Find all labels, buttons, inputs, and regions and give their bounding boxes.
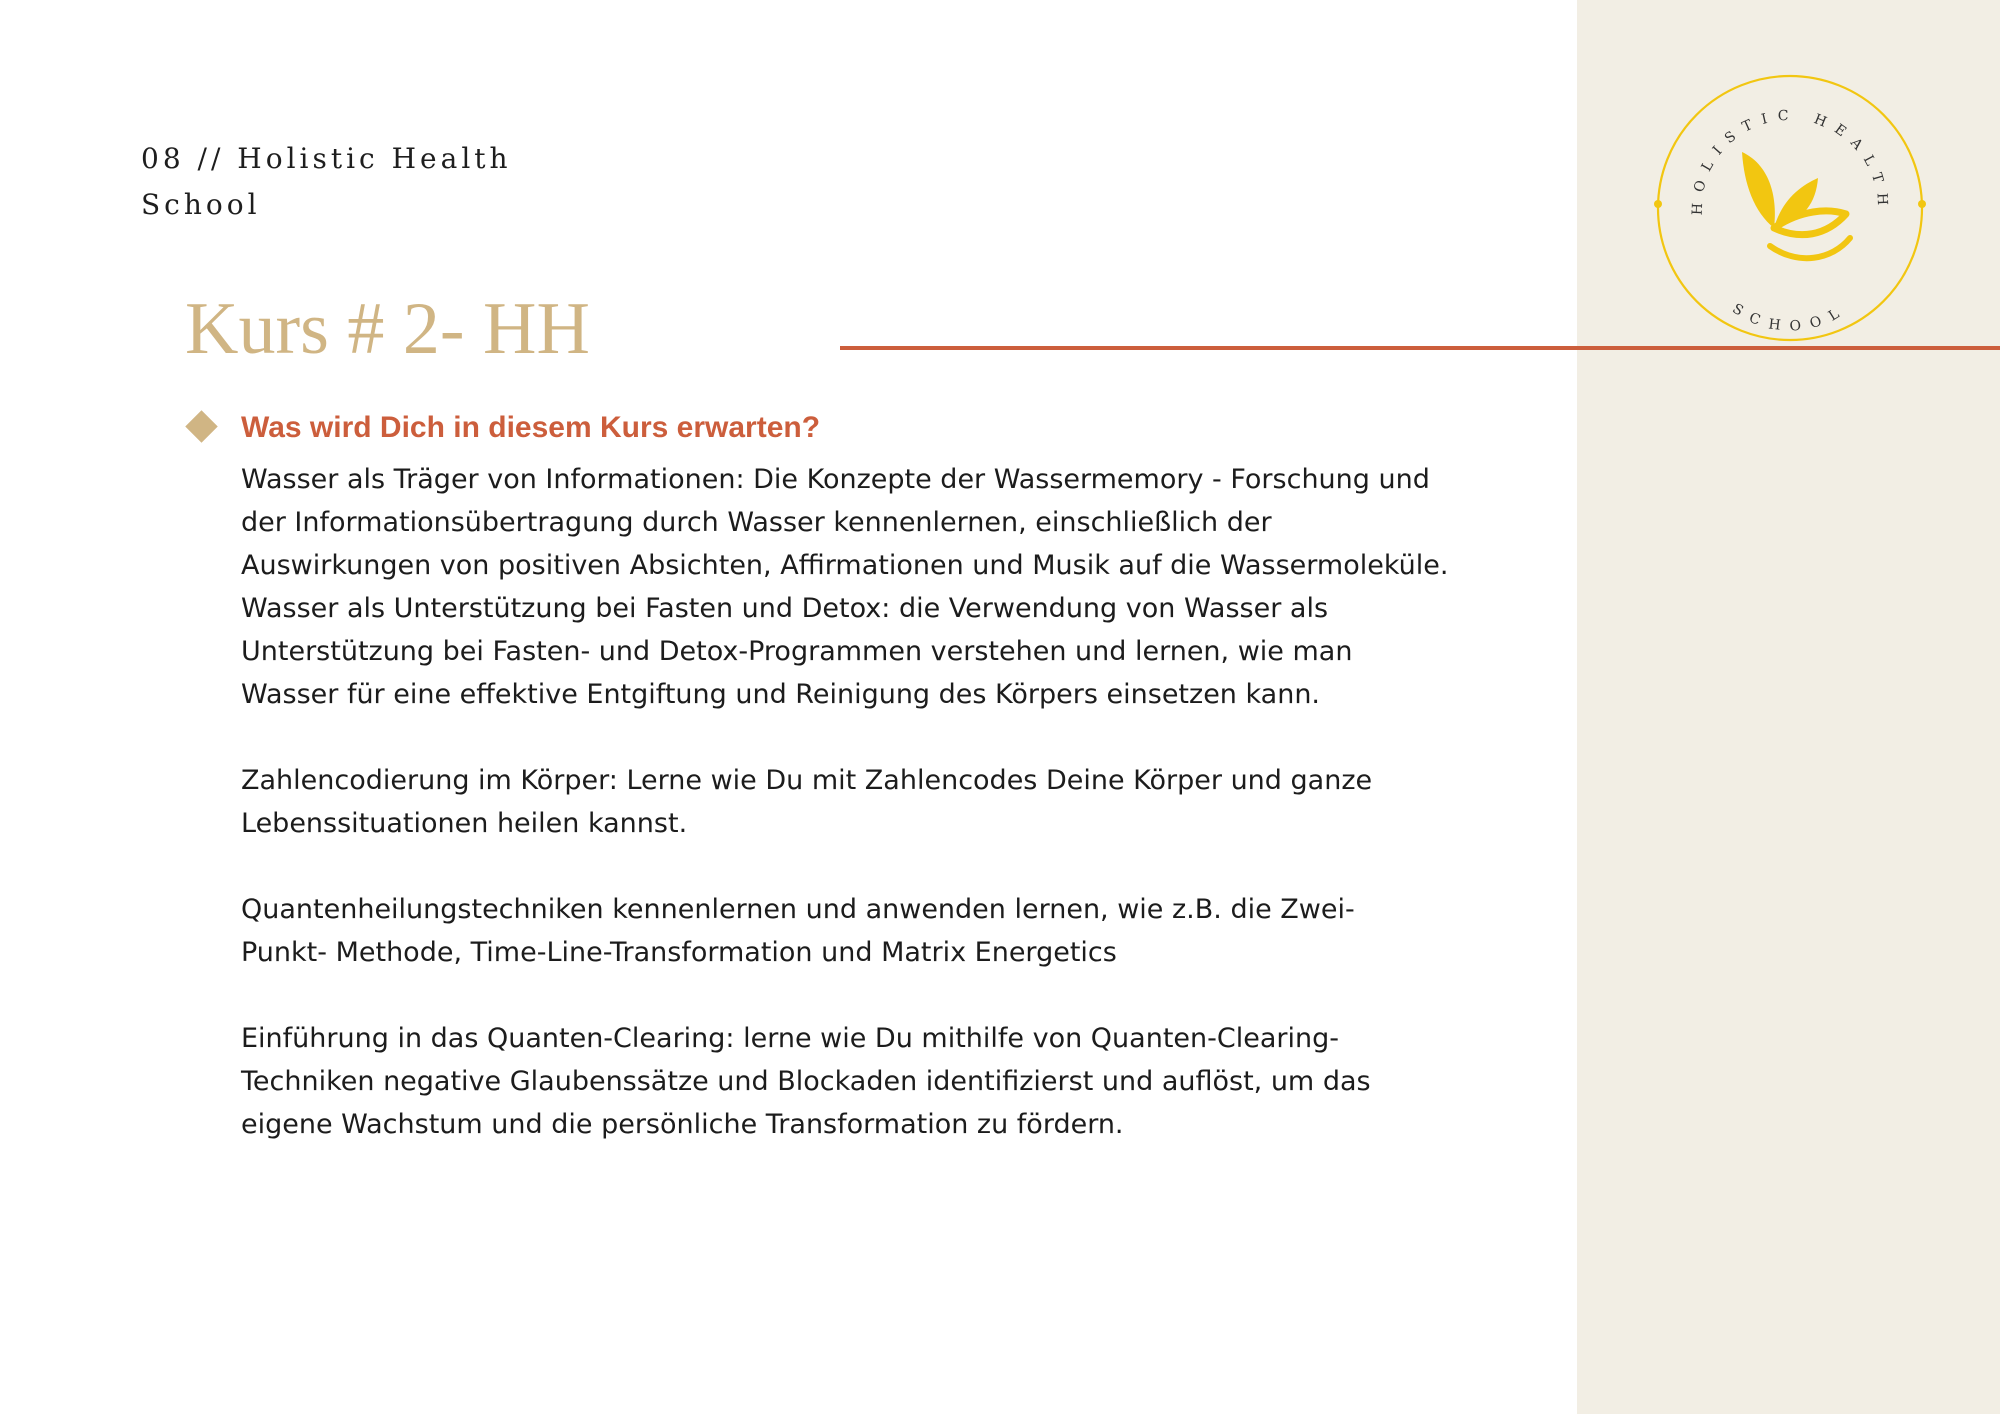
text-line: Auswirkungen von positiven Absichten, Affirmationen und Musik auf die Wassermoleküle. (241, 550, 1449, 581)
text-line: Techniken negative Glaubenssätze und Blockaden identifizierst und auflöst, um das (241, 1066, 1371, 1097)
text-line: Wasser als Unterstützung bei Fasten und Detox: die Verwendung von Wasser als (241, 593, 1329, 624)
text-line: Zahlencodierung im Körper: Lerne wie Du mit Zahlencodes Deine Körper und ganze (241, 765, 1373, 796)
logo-dot-right (1918, 200, 1926, 208)
paragraph-quantum-clearing (241, 1017, 1571, 1146)
course-title: Kurs # 2- HH (185, 288, 590, 370)
section-question: Was wird Dich in diesem Kurs erwarten? (241, 411, 821, 444)
text-line: Lebenssituationen heilen kannst. (241, 808, 688, 839)
diamond-bullet-icon (185, 410, 218, 443)
text-line: Punkt- Methode, Time-Line-Transformation und Matrix Energetics (241, 937, 1117, 968)
text-line: Wasser als Träger von Informationen: Die Konzepte der Wassermemory - Forschung und (241, 464, 1430, 495)
logo-bottom-text: SCHOOL (1729, 300, 1851, 335)
text-line: Einführung in das Quanten-Clearing: lerne wie Du mithilfe von Quanten-Clearing- (241, 1023, 1339, 1054)
paragraph-water (241, 458, 1571, 716)
header-label-line2: School (141, 188, 261, 221)
page-header-label (141, 136, 561, 228)
logo-top-text: HOLISTIC HEALTH (1689, 107, 1891, 216)
text-line: Unterstützung bei Fasten- und Detox-Programmen verstehen und lernen, wie man (241, 636, 1353, 667)
paragraph-spacer (241, 716, 1571, 759)
header-label-line1: 08 // Holistic Health (141, 142, 512, 175)
paragraph-spacer (241, 974, 1571, 1017)
text-line: Wasser für eine effektive Entgiftung und Reinigung des Körpers einsetzen kann. (241, 679, 1321, 710)
paragraph-spacer (241, 845, 1571, 888)
lotus-icon (1742, 152, 1850, 258)
course-description (241, 458, 1571, 1146)
logo-dot-left (1654, 200, 1662, 208)
holistic-health-school-logo (1650, 68, 1930, 348)
paragraph-number-coding (241, 759, 1571, 845)
text-line: Quantenheilungstechniken kennenlernen und anwenden lernen, wie z.B. die Zwei- (241, 894, 1355, 925)
text-line: eigene Wachstum und die persönliche Transformation zu fördern. (241, 1109, 1124, 1140)
text-line: der Informationsübertragung durch Wasser kennenlernen, einschließlich der (241, 507, 1272, 538)
paragraph-quantum-healing (241, 888, 1571, 974)
